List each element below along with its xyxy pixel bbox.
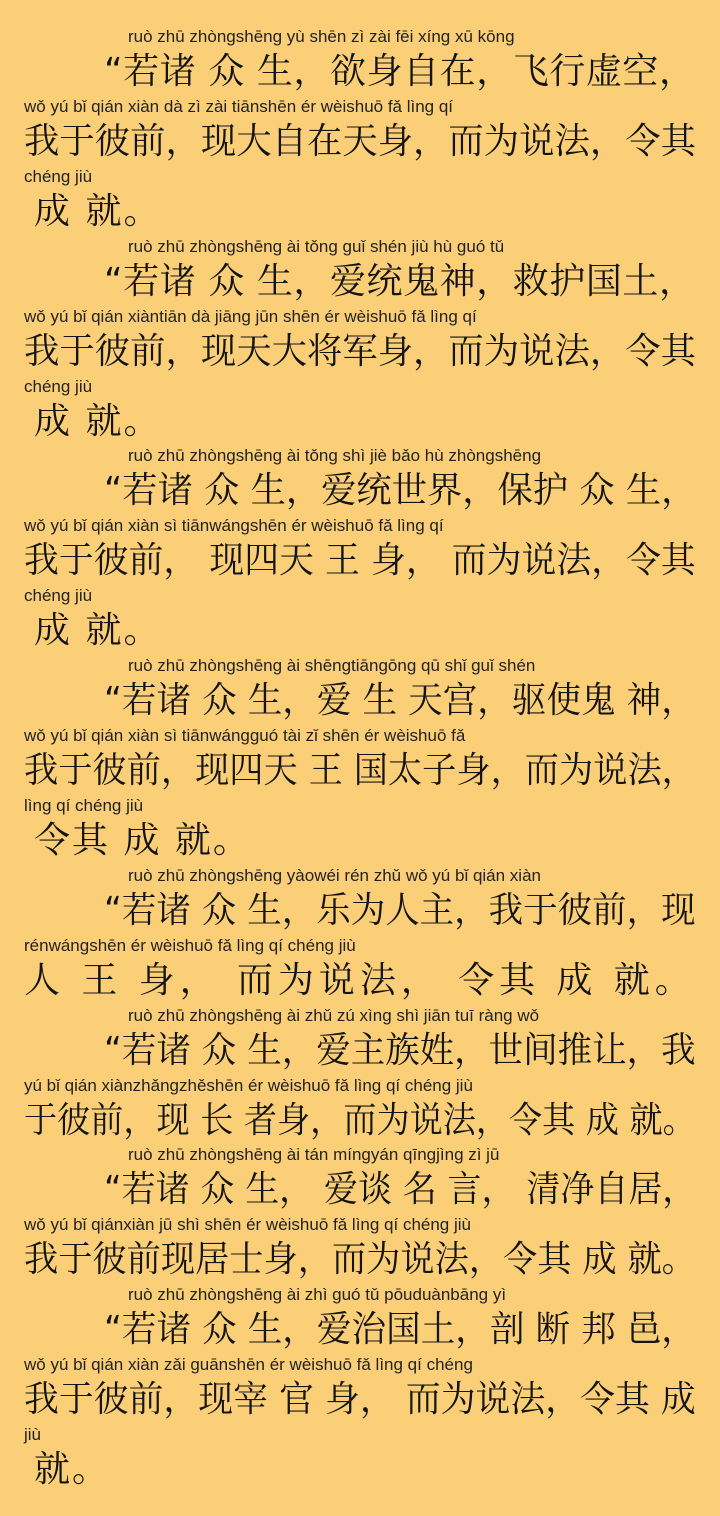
- pinyin-line: ruò zhū zhòngshēng ài tǒng shì jiè bǎo hù zhòngshēng: [128, 446, 542, 466]
- hanzi-line: 令其 成 就。: [34, 819, 251, 861]
- hanzi-line: “若诸 众 生， 爱谈 名 言， 清净自居，: [104, 1169, 697, 1211]
- pinyin-line: ruò zhū zhòngshēng yù shēn zì zài fēi xíng xū kōng: [128, 27, 515, 46]
- pinyin-line: wǒ yú bǐ qiánxiàn jū shì shēn ér wèishuō fǎ lìng qí chéng jiù: [24, 1215, 471, 1235]
- pinyin-line: wǒ yú bǐ qián xiàntiān dà jiāng jūn shēn ér wèishuō fǎ lìng qí: [24, 306, 477, 326]
- hanzi-line: 成 就。: [34, 610, 162, 652]
- pinyin-line: ruò zhū zhòngshēng ài zhì guó tǔ pōuduànbāng yì: [128, 1285, 507, 1305]
- pinyin-line: ruò zhū zhòngshēng ài tán míngyán qīngjìng zì jū: [128, 1145, 500, 1165]
- pinyin-line: ruò zhū zhòngshēng ài shēngtiāngōng qū shǐ guǐ shén: [128, 656, 536, 676]
- hanzi-line: 我于彼前，现大自在天身，而为说法，令其: [24, 120, 697, 162]
- pinyin-line: yú bǐ qián xiànzhǎngzhěshēn ér wèishuō fǎ lìng qí chéng jiù: [24, 1075, 473, 1095]
- pinyin-line: wǒ yú bǐ qián xiàn dà zì zài tiānshēn ér wèishuō fǎ lìng qí: [24, 96, 454, 116]
- pinyin-line: wǒ yú bǐ qián xiàn sì tiānwángguó tài zǐ shēn ér wèishuō fǎ: [24, 726, 466, 745]
- pinyin-line: wǒ yú bǐ qián xiàn sì tiānwángshēn ér wèishuō fǎ lìng qí: [24, 516, 444, 536]
- hanzi-line: 人 王 身， 而为说法， 令其 成 就。: [24, 959, 696, 1001]
- pinyin-line: chéng jiù: [24, 166, 93, 186]
- hanzi-line: “若诸 众 生，爱 生 天宫，驱使鬼 神，: [104, 680, 696, 722]
- hanzi-line: “若诸 众 生，爱治国土，剖 断 邦 邑，: [104, 1309, 696, 1351]
- pinyin-line: chéng jiù: [24, 586, 93, 606]
- pinyin-line: jiù: [24, 1425, 42, 1444]
- pinyin-line: ruò zhū zhòngshēng yàowéi rén zhǔ wǒ yú bǐ qián xiàn: [128, 865, 541, 885]
- hanzi-line: 成 就。: [34, 190, 162, 232]
- hanzi-line: “若诸 众 生，爱统世界，保护 众 生，: [104, 470, 697, 512]
- pinyin-line: ruò zhū zhòngshēng ài zhǔ zú xìng shì jiān tuī ràng wǒ: [128, 1005, 540, 1025]
- hanzi-line: 我于彼前现居士身，而为说法，令其 成 就。: [24, 1239, 696, 1281]
- hanzi-line: “若诸 众 生，乐为人主，我于彼前，现: [104, 889, 696, 931]
- pinyin-line: wǒ yú bǐ qián xiàn zǎi guānshēn ér wèishuō fǎ lìng qí chéng: [24, 1355, 473, 1375]
- hanzi-line: 我于彼前，现天大将军身，而为说法，令其: [24, 330, 697, 372]
- hanzi-line: 成 就。: [34, 400, 162, 442]
- hanzi-line: 我于彼前，现宰 官 身， 而为说法，令其 成: [24, 1379, 696, 1421]
- pinyin-line: rénwángshēn ér wèishuō fǎ lìng qí chéng jiù: [24, 935, 356, 955]
- hanzi-line: “若诸 众 生，爱主族姓，世间推让，我: [104, 1029, 696, 1071]
- hanzi-line: 就。: [34, 1449, 111, 1490]
- hanzi-line: 于彼前，现 长 者身，而为说法，令其 成 就。: [24, 1099, 696, 1141]
- pinyin-line: ruò zhū zhòngshēng ài tǒng guǐ shén jiù hù guó tǔ: [128, 236, 505, 256]
- hanzi-line: “若诸 众 生，爱统鬼神，救护国土，: [104, 260, 696, 302]
- pinyin-line: chéng jiù: [24, 376, 93, 396]
- hanzi-line: 我于彼前，现四天 王 国太子身，而为说法，: [24, 750, 696, 791]
- pinyin-line: lìng qí chéng jiù: [24, 795, 144, 815]
- hanzi-line: “若诸 众 生，欲身自在，飞行虚空，: [104, 51, 696, 92]
- hanzi-line: 我于彼前， 现四天 王 身， 而为说法，令其: [24, 540, 696, 582]
